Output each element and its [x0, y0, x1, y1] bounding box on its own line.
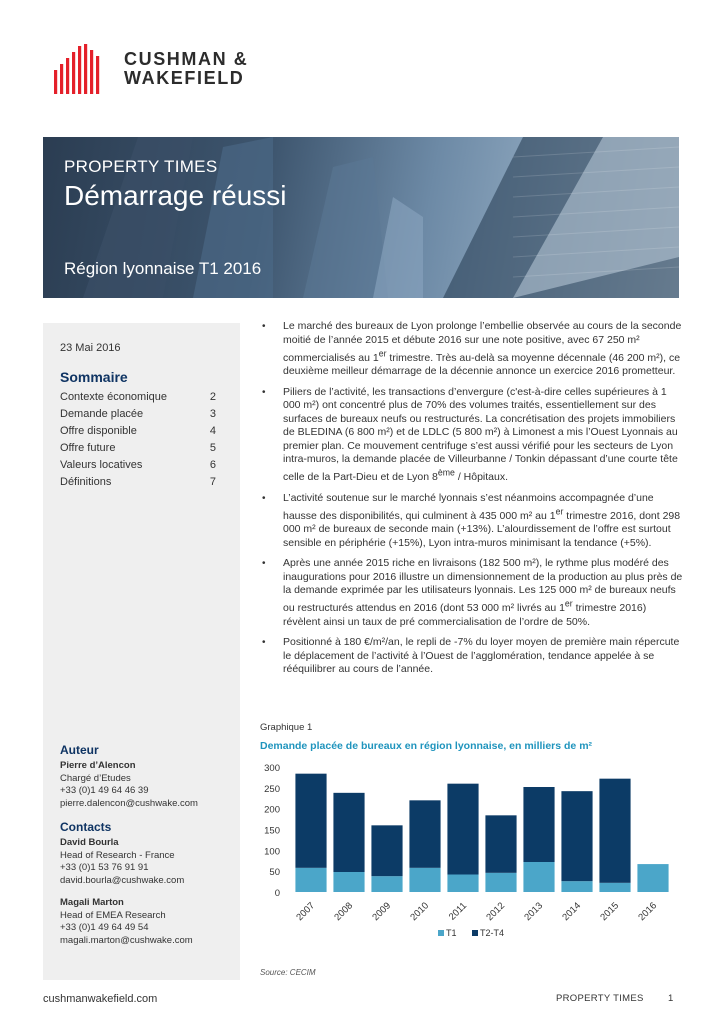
bar-t2-t4	[371, 825, 402, 876]
auteur-phone: +33 (0)1 49 64 46 39	[60, 785, 149, 796]
contact-name: Magali Marton	[60, 897, 124, 908]
bar-t1	[333, 872, 364, 892]
auteur-role: Chargé d’Etudes	[60, 772, 131, 784]
x-tick-label: 2016	[636, 900, 660, 924]
bar-t2-t4	[561, 791, 592, 881]
logo-bar	[84, 44, 87, 94]
publication-date: 23 Mai 2016	[60, 342, 121, 354]
bar-t1	[637, 864, 668, 892]
toc-item[interactable]	[60, 474, 216, 491]
toc-item[interactable]	[60, 440, 216, 457]
bar-t2-t4	[409, 800, 440, 868]
logo-bar	[54, 70, 57, 94]
auteur-card	[60, 760, 235, 810]
contact-role: Head of Research - France	[60, 849, 175, 861]
key-point	[260, 636, 685, 677]
logo-bar	[90, 50, 93, 94]
bar-t1	[599, 883, 630, 892]
hero-banner	[43, 137, 679, 298]
sidebar	[43, 323, 240, 980]
bar-t2-t4	[523, 787, 554, 862]
bar-t2-t4	[333, 793, 364, 872]
bullet-icon: •	[262, 637, 266, 648]
auteur-title: Auteur	[60, 743, 99, 757]
chart-title: Demande placée de bureaux en région lyonnaise, en milliers de m²	[260, 740, 593, 752]
contact-card	[60, 837, 235, 887]
toc-item-label: Valeurs locatives	[60, 459, 143, 471]
bar-t1	[295, 868, 326, 892]
y-tick-label: 200	[264, 804, 280, 816]
hero-subtitle: Région lyonnaise T1 2016	[64, 259, 262, 278]
toc-item[interactable]	[60, 423, 216, 440]
hero-title: Démarrage réussi	[64, 180, 287, 211]
key-point-text: Piliers de l’activité, les transactions d’envergure (c'est-à-dire celles supérieures à 1 000 m²) ont concentré plus de 70% des volumes traités, essentiellement sur des surfaces de bureaux neufs ou restructurés. La concrétisation des projets immobiliers de BLEDINA (6 800 m²) et de LDLC (5 800 m²) à Limonest a mis l’Ouest Lyonnais au premier plan. Ce mouvement centrifuge s’est aussi vérifié pour les secteurs de Lyon intra-muros, la demande placée de Villeurbanne / Tonkin dépassant d’une courte tête celle de la Part-Dieu et de Lyon 8ème / Hôpitaux.	[283, 385, 678, 483]
legend-swatch	[438, 930, 444, 936]
legend-label: T2-T4	[480, 928, 505, 938]
key-points-list	[260, 320, 685, 684]
logo-bar	[96, 56, 99, 94]
chart-source: Source: CECIM	[260, 968, 316, 977]
auteur-name: Pierre d’Alencon	[60, 760, 136, 771]
contact-phone: +33 (0)1 53 76 91 91	[60, 862, 149, 873]
bar-t2-t4	[447, 784, 478, 875]
hero-kicker: PROPERTY TIMES	[64, 157, 218, 176]
x-tick-label: 2007	[294, 900, 318, 924]
y-tick-label: 100	[264, 846, 280, 858]
contact-name: David Bourla	[60, 837, 119, 848]
bar-t2-t4	[599, 779, 630, 883]
toc-item-page: 4	[209, 425, 216, 437]
contact-phone: +33 (0)1 49 64 49 54	[60, 922, 149, 933]
bullet-icon: •	[262, 492, 266, 504]
footer-page-number: 1	[668, 993, 674, 1004]
key-point	[260, 320, 685, 379]
legend-label: T1	[446, 928, 457, 938]
footer-site[interactable]: cushmanwakefield.com	[43, 993, 158, 1005]
bar-t2-t4	[485, 815, 516, 873]
logo-bar	[72, 52, 75, 94]
key-point	[260, 557, 685, 629]
logo-bar	[66, 58, 69, 94]
toc-item[interactable]	[60, 389, 216, 406]
contact-email[interactable]: magali.marton@cushwake.com	[60, 934, 193, 946]
toc-item-label: Offre disponible	[60, 425, 137, 437]
y-tick-label: 50	[269, 867, 280, 879]
y-tick-label: 250	[264, 783, 280, 795]
y-tick-label: 150	[264, 825, 280, 837]
x-tick-label: 2008	[332, 900, 356, 924]
x-tick-label: 2015	[598, 900, 622, 924]
contact-email[interactable]: david.bourla@cushwake.com	[60, 874, 185, 886]
bullet-icon: •	[262, 558, 266, 569]
chart-label: Graphique 1	[260, 722, 313, 733]
contact-card	[60, 897, 235, 947]
sommaire-title: Sommaire	[60, 369, 128, 385]
key-point	[260, 492, 685, 551]
x-tick-label: 2014	[560, 900, 584, 924]
x-tick-label: 2009	[370, 900, 394, 924]
key-point-text: L’activité soutenue sur le marché lyonnais s’est néanmoins accompagnée d’une hausse des disponibilités, qui culminent à 435 000 m² au 1er trimestre 2016, dont 298 000 m² de bureaux de seconde main (+13%). L’alourdissement de l’offre est surtout sensible en périphérie (+15%), Lyon intra-muros minimisant la tendance (+5%).	[283, 491, 681, 549]
toc-item-page: 6	[209, 459, 216, 471]
toc-item-page: 5	[209, 442, 216, 454]
y-tick-label: 0	[274, 888, 280, 899]
y-tick-label: 300	[264, 763, 280, 774]
auteur-email[interactable]: pierre.dalencon@cushwake.com	[60, 797, 198, 809]
key-point-text: Positionné à 180 €/m²/an, le repli de -7% du loyer moyen de première main répercute le déplacement de l’activité à l’Ouest de l’agglomération, tendance appelée à se rééquilibrer au cours de l’année.	[283, 636, 680, 675]
bar-t2-t4	[295, 774, 326, 868]
x-tick-label: 2013	[522, 900, 546, 924]
brand-logo	[52, 44, 248, 94]
contact-role: Head of EMEA Research	[60, 909, 166, 921]
logo-bar	[78, 46, 81, 94]
logo-line-2: WAKEFIELD	[124, 68, 245, 88]
toc-item-page: 3	[209, 408, 216, 420]
toc-item-page: 7	[209, 476, 216, 488]
footer-publication: PROPERTY TIMES	[556, 993, 644, 1004]
toc-item-label: Demande placée	[60, 408, 144, 420]
toc-item-label: Définitions	[60, 476, 112, 488]
contacts-title: Contacts	[60, 820, 112, 834]
bullet-icon: •	[262, 321, 266, 332]
toc-item-label: Contexte économique	[60, 391, 168, 403]
bar-t1	[371, 876, 402, 892]
x-tick-label: 2011	[446, 900, 470, 923]
key-point-text: Après une année 2015 riche en livraisons (182 500 m²), le rythme plus modéré des inaugurations pour 2016 illustre un dimensionnement de la production au plus près de la demande exprimée par les utilisateurs lyonnais. Les 125 000 m² de bureaux neufs ou restructurés attendus en 2016 (dont 53 000 m² livrés au 1er trimestre 2016) révèlent ainsi un taux de pré commercialisation de l’ordre de 50%.	[283, 557, 683, 628]
key-point	[260, 386, 685, 485]
toc-item[interactable]	[60, 406, 216, 423]
logo-bar	[60, 64, 63, 94]
logo-line-1: CUSHMAN &	[124, 49, 249, 69]
bar-t1	[409, 868, 440, 892]
toc-item[interactable]	[60, 457, 216, 474]
logo-mark-icon	[52, 44, 116, 94]
logo-wordmark	[124, 50, 248, 88]
contacts-section	[60, 820, 235, 957]
bar-t1	[447, 875, 478, 893]
bar-t1	[561, 881, 592, 892]
x-tick-label: 2010	[408, 900, 432, 924]
bullet-icon: •	[262, 386, 266, 398]
bar-chart	[258, 752, 678, 964]
toc-item-page: 2	[209, 391, 216, 403]
bar-t1	[485, 873, 516, 892]
table-of-contents	[60, 389, 216, 491]
key-point-text: Le marché des bureaux de Lyon prolonge l’embellie observée au cours de la seconde moitié de l’année 2015 et débute 2016 sur une note positive, avec 67 250 m² commercialisés au 1er trimestre. Très au-delà sa moyenne décennale (46 200 m²), ce deuxième meilleur démarrage de la décennie annonce un exercice 2016 prometteur.	[283, 320, 682, 377]
x-tick-label: 2012	[484, 900, 508, 924]
bar-t1	[523, 862, 554, 892]
toc-item-label: Offre future	[60, 442, 116, 454]
legend-swatch	[472, 930, 478, 936]
auteur-section	[60, 743, 235, 820]
